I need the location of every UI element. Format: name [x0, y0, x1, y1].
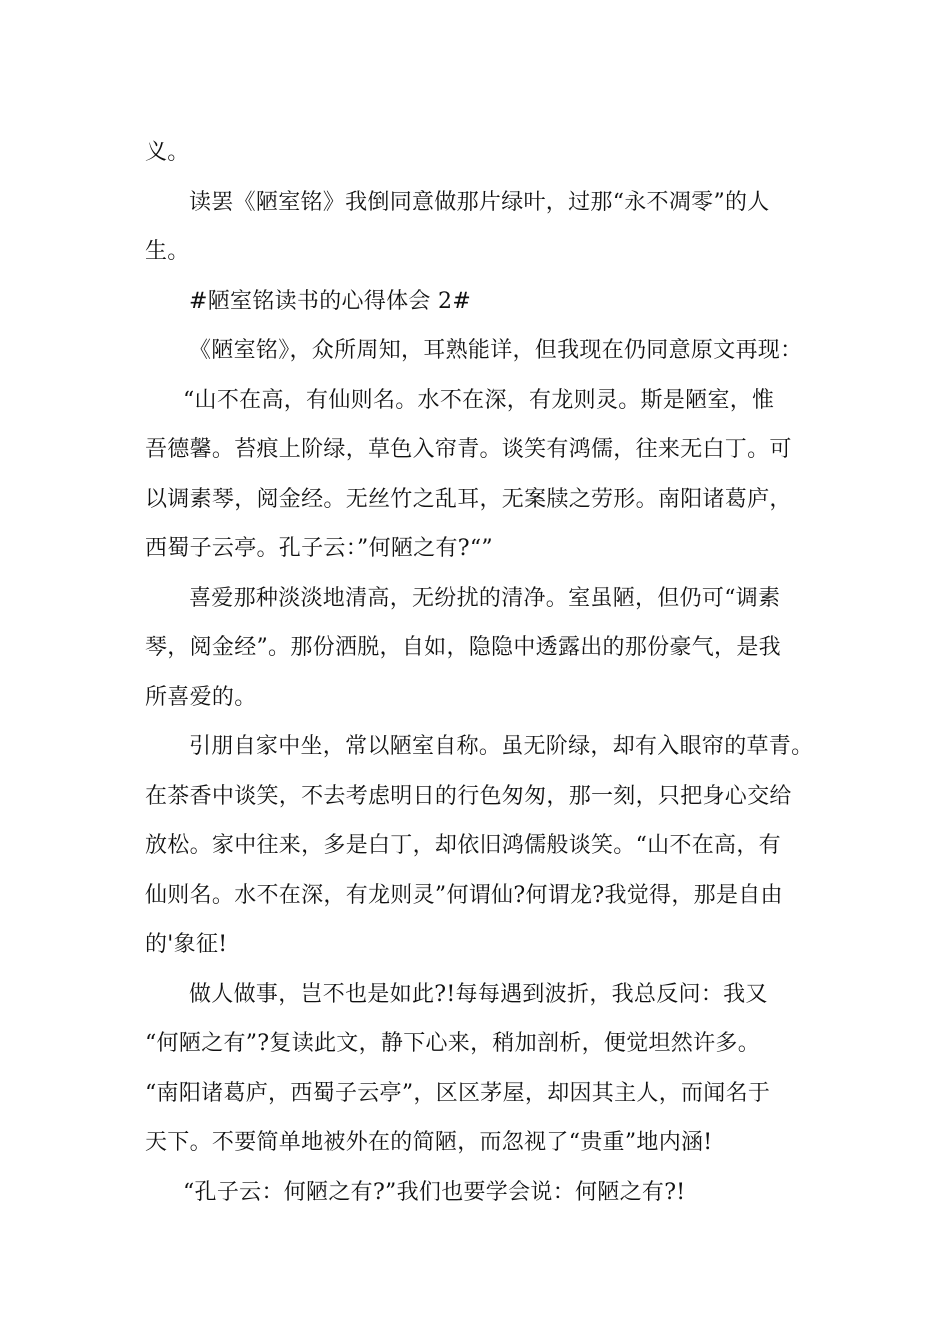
text-line: 仙则名。水不在深，有龙则灵”何谓仙?何谓龙?我觉得，那是自由: [145, 882, 783, 908]
text-line: 吾德馨。苔痕上阶绿，草色入帘青。谈笑有鸿儒，往来无白丁。可: [145, 437, 792, 462]
paragraph-start-line: 读罢《陋室铭》我倒同意做那片绿叶，过那“永不凋零”的人: [189, 189, 770, 215]
document-body: [145, 128, 835, 1217]
paragraph-start-line: “孔子云：何陋之有?”我们也要学会说：何陋之有?!: [183, 1179, 686, 1205]
paragraph-start-line: 《陋室铭》，众所周知，耳熟能详，但我现在仍同意原文再现：: [189, 338, 803, 363]
paragraph-start-line: 喜爱那种淡淡地清高，无纷扰的清净。室虽陋，但仍可“调素: [189, 585, 781, 611]
text-line: 义。: [145, 140, 190, 165]
text-line: “何陋之有”?复读此文，静下心来，稍加剖析，便觉坦然许多。: [145, 1031, 760, 1056]
text-line: 生。: [145, 239, 190, 264]
section-heading: #陋室铭读书的心得体会 2#: [189, 288, 472, 314]
text-line: 天下。不要简单地被外在的简陋，而忽视了“贵重”地内涵!: [145, 1130, 713, 1155]
text-line: 琴，阅金经”。那份洒脱，自如，隐隐中透露出的那份豪气，是我: [145, 635, 781, 660]
text-line: 在茶香中谈笑，不去考虑明日的行色匆匆，那一刻，只把身心交给: [145, 783, 792, 809]
text-line: 以调素琴，阅金经。无丝竹之乱耳，无案牍之劳形。南阳诸葛庐，: [145, 486, 792, 512]
text-line: 所喜爱的。: [145, 684, 257, 710]
text-line: 西蜀子云亭。孔子云：”何陋之有?“”: [145, 536, 493, 561]
text-line: “南阳诸葛庐，西蜀子云亭”，区区茅屋，却因其主人，而闻名于: [145, 1080, 771, 1106]
paragraph-start-line: 引朋自家中坐，常以陋室自称。虽无阶绿，却有入眼帘的草青。: [189, 734, 814, 759]
text-line: 放松。家中往来，多是白丁，却依旧鸿儒般谈笑。“山不在高，有: [145, 833, 781, 858]
paragraph-start-line: 做人做事，岂不也是如此?!每每遇到波折，我总反问：我又: [189, 981, 768, 1007]
quote-start-line: “山不在高，有仙则名。水不在深，有龙则灵。斯是陋室，惟: [183, 387, 775, 413]
text-line: 的'象征!: [145, 932, 228, 957]
